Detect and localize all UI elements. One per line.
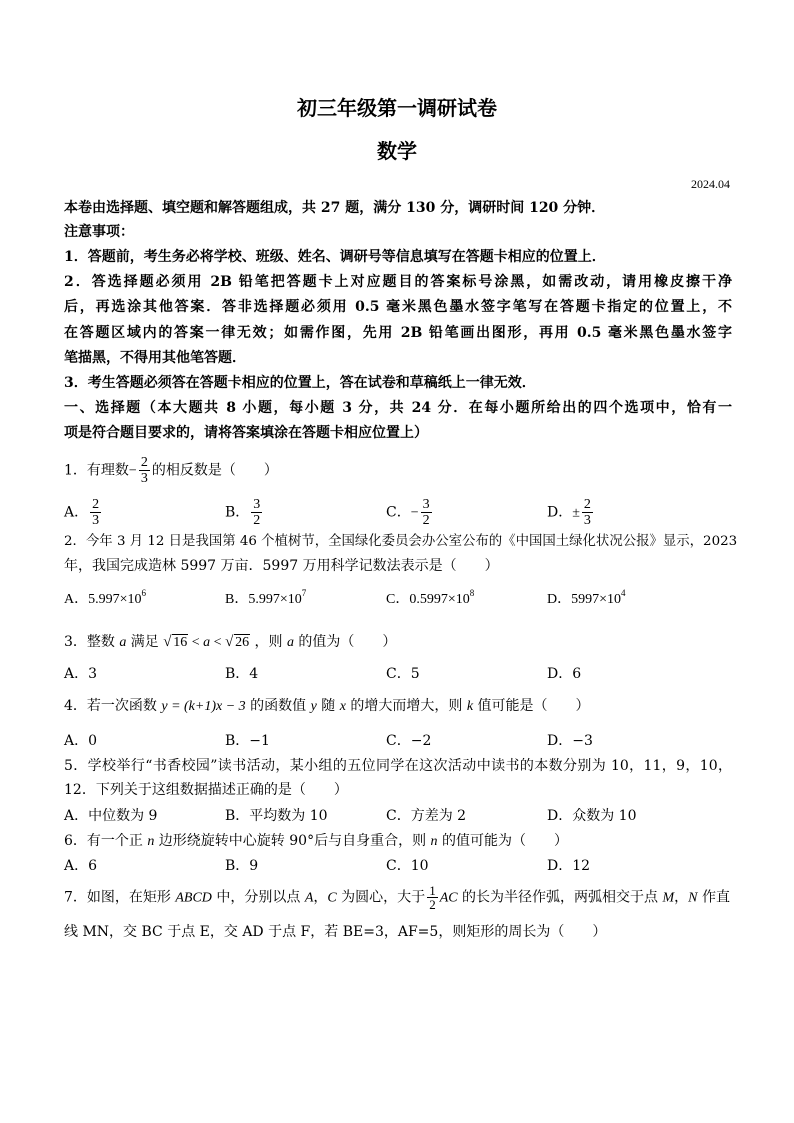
q1-option-c[interactable]: C．− $\frac{3}{2}$ xyxy=(386,497,430,528)
exam-date: 2024.04 xyxy=(691,177,730,191)
q6-option-c[interactable]: C．10 xyxy=(386,858,429,874)
q2-option-a[interactable]: A．$5.997\times 10^6$ xyxy=(64,588,147,607)
q6-option-a[interactable]: A．6 xyxy=(64,858,98,874)
q5-option-d[interactable]: D．众数为 10 xyxy=(547,808,637,824)
q4-option-c[interactable]: C．−2 xyxy=(386,733,432,749)
q7-fraction: $\frac{1}{2}$ xyxy=(429,883,436,912)
q5-stem-a: 5．学校举行“书香校园”读书活动，某小组的五位同学在这次活动中读书的本数分别为 10，11，9，10， xyxy=(64,758,732,774)
notice-item-1: 1．答题前，考生务必将学校、班级、姓名、调研号等信息填写在答题卡相应的位置上． xyxy=(64,249,606,265)
q3-option-d[interactable]: D．6 xyxy=(547,666,582,682)
q1-option-b[interactable]: B． $\frac{3}{2}$ xyxy=(225,497,261,528)
q5-stem-b: 12．下列关于这组数据描述正确的是（ ） xyxy=(64,782,348,798)
q3-option-c[interactable]: C．5 xyxy=(386,666,420,682)
notice-item-2a: 2．答选择题必须用 2B 铅笔把答题卡上对应题目的答案标号涂黑，如需改动，请用橡皮擦干净 xyxy=(64,274,732,290)
q1-option-a[interactable]: A． $\frac{2}{3}$ xyxy=(64,497,100,528)
q6-stem: 6．有一个正 n 边形绕旋转中心旋转 90°后与自身重合，则 n 的值可能为（ ） xyxy=(64,833,568,849)
q6-option-b[interactable]: B．9 xyxy=(225,858,259,874)
q7-stem-a: 7．如图，在矩形 ABCD 中，分别以点 A，C 为圆心，大于 $\frac{1}{2}$ AC 的长为半径作弧，两弧相交于点 M，N 作直 xyxy=(64,883,730,912)
q3-option-b[interactable]: B．4 xyxy=(225,666,259,682)
sqrt-26: √ 26 xyxy=(225,634,250,650)
notice-item-2c: 在答题区域内的答案一律无效；如需作图，先用 2B 铅笔画出图形，再用 0.5 毫米黑色墨水签字 xyxy=(64,325,732,341)
q5-option-b[interactable]: B．平均数为 10 xyxy=(225,808,328,824)
q1-stem: 1．有理数− $\frac{2}{3}$ 的相反数是（ ） xyxy=(64,455,278,486)
q2-option-c[interactable]: C．$0.5997\times 10^8$ xyxy=(386,588,475,607)
q1-option-d[interactable]: D．± $\frac{2}{3}$ xyxy=(547,497,591,528)
notice-item-2b: 后，再选涂其他答案．答非选择题必须用 0.5 毫米黑色墨水签字笔写在答题卡指定的位置上，不 xyxy=(64,299,732,315)
q5-option-a[interactable]: A．中位数为 9 xyxy=(64,808,158,824)
q4-option-d[interactable]: D．−3 xyxy=(547,733,593,749)
notice-item-3: 3．考生答题必须答在答题卡相应的位置上，答在试卷和草稿纸上一律无效． xyxy=(64,375,536,391)
q2-stem-a: 2．今年 3 月 12 日是我国第 46 个植树节，全国绿化委员会办公室公布的《中国国土绿化状况公报》显示，2023 xyxy=(64,534,738,549)
q3-stem: 3．整数 a 满足 √ 16 < a < √ 26 ，则 a 的值为（ ） xyxy=(64,632,732,653)
q2-option-b[interactable]: B．$5.997\times 10^7$ xyxy=(225,588,307,607)
q1-fraction: $\frac{2}{3}$ xyxy=(140,455,148,486)
exam-title: 初三年级第一调研试卷 xyxy=(297,96,497,120)
section1-heading-b: 项是符合题目要求的，请将答案填涂在答题卡相应位置上） xyxy=(64,425,428,441)
q4-option-b[interactable]: B．−1 xyxy=(225,733,270,749)
notice-label: 注意事项： xyxy=(64,224,134,240)
sqrt-16: √ 16 xyxy=(163,634,188,650)
notice-item-2d: 笔描黑，不得用其他笔答题． xyxy=(64,350,246,366)
intro-line: 本卷由选择题、填空题和解答题组成，共 27 题，满分 130 分，调研时间 120 分钟． xyxy=(64,200,606,216)
q7-stem-b: 线 MN，交 BC 于点 E，交 AD 于点 F，若 BE=3，AF=5，则矩形的周长为（ ） xyxy=(64,924,607,940)
q2-stem-b: 年，我国完成造林 5997 万亩．5997 万用科学记数法表示是（ ） xyxy=(64,558,499,574)
q4-option-a[interactable]: A．0 xyxy=(64,733,98,749)
q6-option-d[interactable]: D．12 xyxy=(547,858,591,874)
section1-heading-a: 一、选择题（本大题共 8 小题，每小题 3 分，共 24 分．在每小题所给出的四个选项中，恰有一 xyxy=(64,400,732,416)
q3-option-a[interactable]: A．3 xyxy=(64,666,98,682)
exam-subject: 数学 xyxy=(377,139,417,163)
q4-stem: 4．若一次函数 y = (k+1)x − 3 的函数值 y 随 x 的增大而增大，则 k 值可能是（ ） xyxy=(64,698,590,714)
q5-option-c[interactable]: C．方差为 2 xyxy=(386,808,467,824)
q2-option-d[interactable]: D．$5997\times 10^4$ xyxy=(547,588,626,607)
